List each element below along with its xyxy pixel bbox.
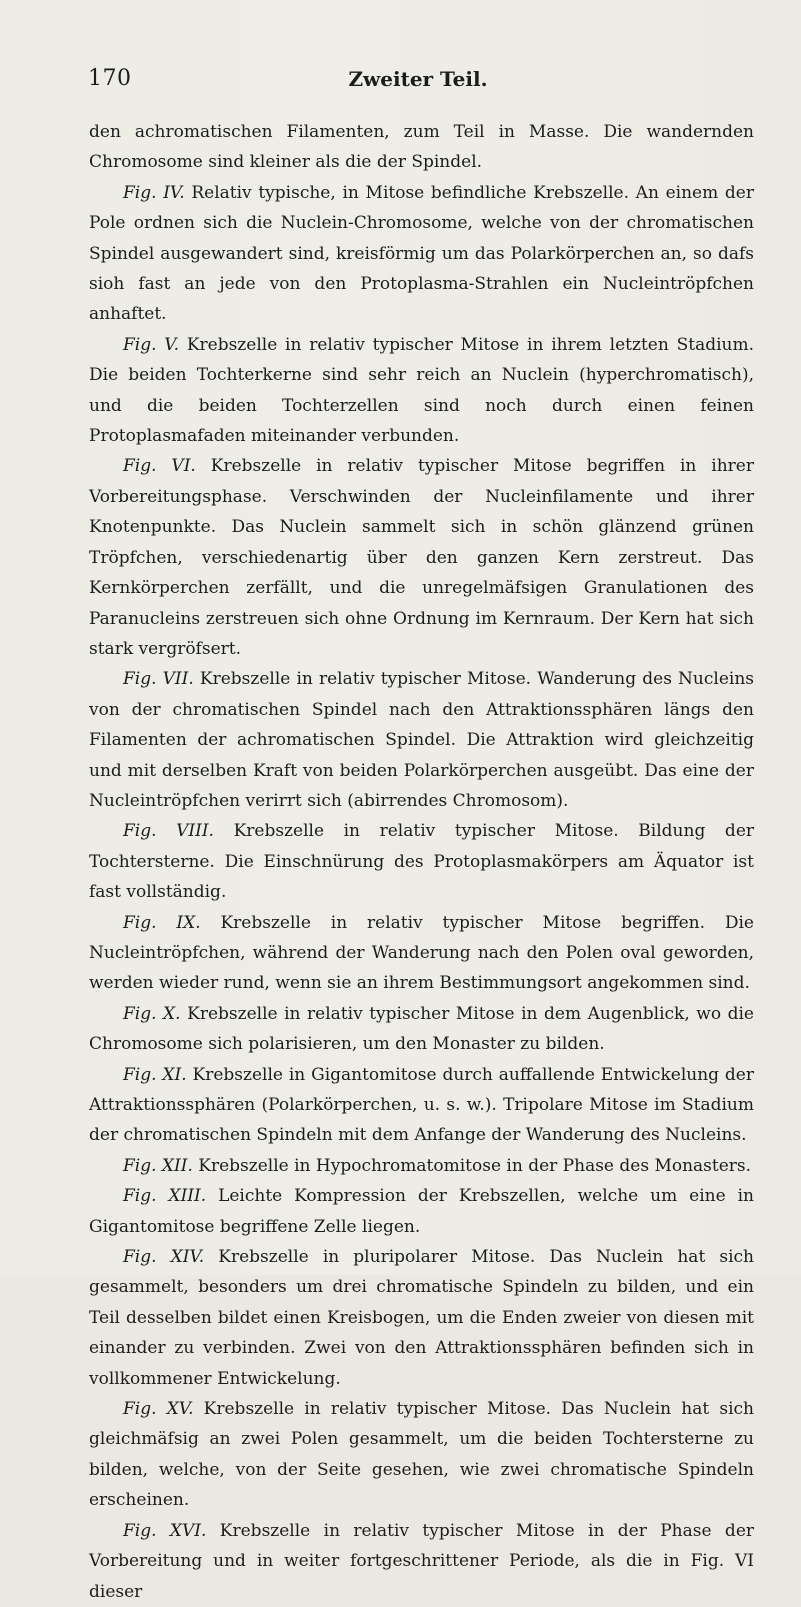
lead-paragraph: den achromatischen Filamenten, zum Teil in Masse. Die wandernden Chromosome sind kleiner als die der Spindel. <box>89 122 754 173</box>
page-header <box>88 66 748 96</box>
figure-entry <box>89 1516 754 1607</box>
body-text <box>89 117 754 1607</box>
figure-entry <box>89 1394 754 1516</box>
figure-description: Krebszelle in relativ typischer Mitose begriffen in ihrer Vorbereitungsphase. Verschwinden der Nucleinfilamente und ihrer Knotenpunkte. Das Nuclein sammelt sich in schön glänzend grünen Tröpfchen, verschiedenartig über den ganzen Kern zerstreut. Das Kernkörperchen zerfällt, und die unregelmäfsigen Granulationen des Paranucleins zerstreuen sich ohne Ordnung im Kernraum. Der Kern hat sich stark vergröfsert. <box>89 456 754 659</box>
figure-description: Relativ typische, in Mitose befindliche Krebszelle. An einem der Pole ordnen sich die Nuclein-Chromosome, welche von der chromatischen Spindel ausgewandert sind, kreisförmig um das Polarkörperchen an, so dafs sioh fast an jede von den Protoplasma-Strahlen ein Nucleintröpfchen anhaftet. <box>89 182 754 325</box>
figure-label: Fig. XIV. <box>123 1247 205 1268</box>
figure-label: Fig. VI. <box>123 456 196 477</box>
figure-entry <box>89 451 754 664</box>
figure-description: Krebszelle in Hypochromatomitose in der Phase des Monasters. <box>198 1155 752 1176</box>
figure-description: Krebszelle in relativ typischer Mitose. Wanderung des Nucleins von der chromatischen Spindel nach den Attraktionssphären längs den Filamenten der achromatischen Spindel. Die Attraktion wird gleichzeitig und mit derselben Kraft von beiden Polarkörperchen ausgeübt. Das eine der Nucleintröpfchen verirrt sich (abirrendes Chromosom). <box>89 669 754 811</box>
figure-description: Krebszelle in pluripolarer Mitose. Das Nuclein hat sich gesammelt, besonders um drei chromatische Spindeln zu bilden, und ein Teil desselben bildet einen Kreisbogen, um die Enden zweier von diesen mit einander zu verbinden. Zwei von den Attraktionssphären befinden sich in vollkommener Entwickelung. <box>89 1247 755 1389</box>
figure-entry <box>89 1242 754 1394</box>
figure-description: Leichte Kompression der Krebszellen, welche um eine in Gigantomitose begriffene Zelle liegen. <box>89 1186 755 1237</box>
figure-description: Krebszelle in relativ typischer Mitose in dem Augenblick, wo die Chromosome sich polarisieren, um den Monaster zu bilden. <box>89 1003 754 1055</box>
figure-label: Fig. V. <box>123 334 180 355</box>
figure-entry <box>89 330 754 452</box>
figure-label: Fig. IX. <box>123 912 201 933</box>
figure-label: Fig. XI. <box>123 1064 187 1085</box>
figure-description: Krebszelle in Gigantomitose durch auffallende Entwickelung der Attraktionssphären (Polarkörperchen, u. s. w.). Tripolare Mitose im Stadium der chromatischen Spindeln mit dem Anfange der Wanderung des Nucleins. <box>89 1064 754 1146</box>
figure-entry <box>89 816 754 907</box>
figure-label: Fig. XVI. <box>123 1520 207 1541</box>
figure-entry <box>89 1060 754 1151</box>
figure-description: Krebszelle in relativ typischer Mitose in der Phase der Vorbereitung und in weiter fortgeschrittener Periode, als die in Fig. VI dieser <box>89 1520 755 1602</box>
figure-description: Krebszelle in relativ typischer Mitose. Das Nuclein hat sich gleichmäfsig an zwei Polen gesammelt, um die beiden Tochtersterne zu bilden, welche, von der Seite gesehen, wie zwei chromatische Spindeln erscheinen. <box>89 1399 754 1511</box>
figure-label: Fig. XV. <box>123 1399 194 1420</box>
figure-label: Fig. XIII. <box>123 1186 207 1207</box>
figure-entry <box>89 999 754 1060</box>
figure-entry <box>89 1151 754 1181</box>
figure-entry <box>89 908 754 999</box>
figure-label: Fig. IV. <box>123 182 185 203</box>
page-number: 170 <box>88 66 132 91</box>
running-head: Zweiter Teil. <box>348 67 488 91</box>
figure-entry <box>89 1181 754 1242</box>
figure-label: Fig. XII. <box>123 1155 193 1176</box>
figure-label: Fig. VII. <box>123 669 194 690</box>
figure-entry <box>89 664 754 816</box>
figure-description: Krebszelle in relativ typischer Mitose begriffen. Die Nucleintröpfchen, während der Wanderung nach den Polen oval geworden, werden wieder rund, wenn sie an ihrem Bestimmungsort angekommen sind. <box>89 912 754 994</box>
figure-label: Fig. X. <box>123 1003 181 1024</box>
figure-description: Krebszelle in relativ typischer Mitose. Bildung der Tochtersterne. Die Einschnürung des Protoplasmakörpers am Äquator ist fast vollständig. <box>89 821 754 903</box>
figure-entry <box>89 178 754 330</box>
figure-description: Krebszelle in relativ typischer Mitose in ihrem letzten Stadium. Die beiden Tochterkerne sind sehr reich an Nuclein (hyperchromatisch), und die beiden Tochterzellen sind noch durch einen feinen Protoplasmafaden miteinander verbunden. <box>89 334 754 447</box>
figure-label: Fig. VIII. <box>123 821 214 842</box>
